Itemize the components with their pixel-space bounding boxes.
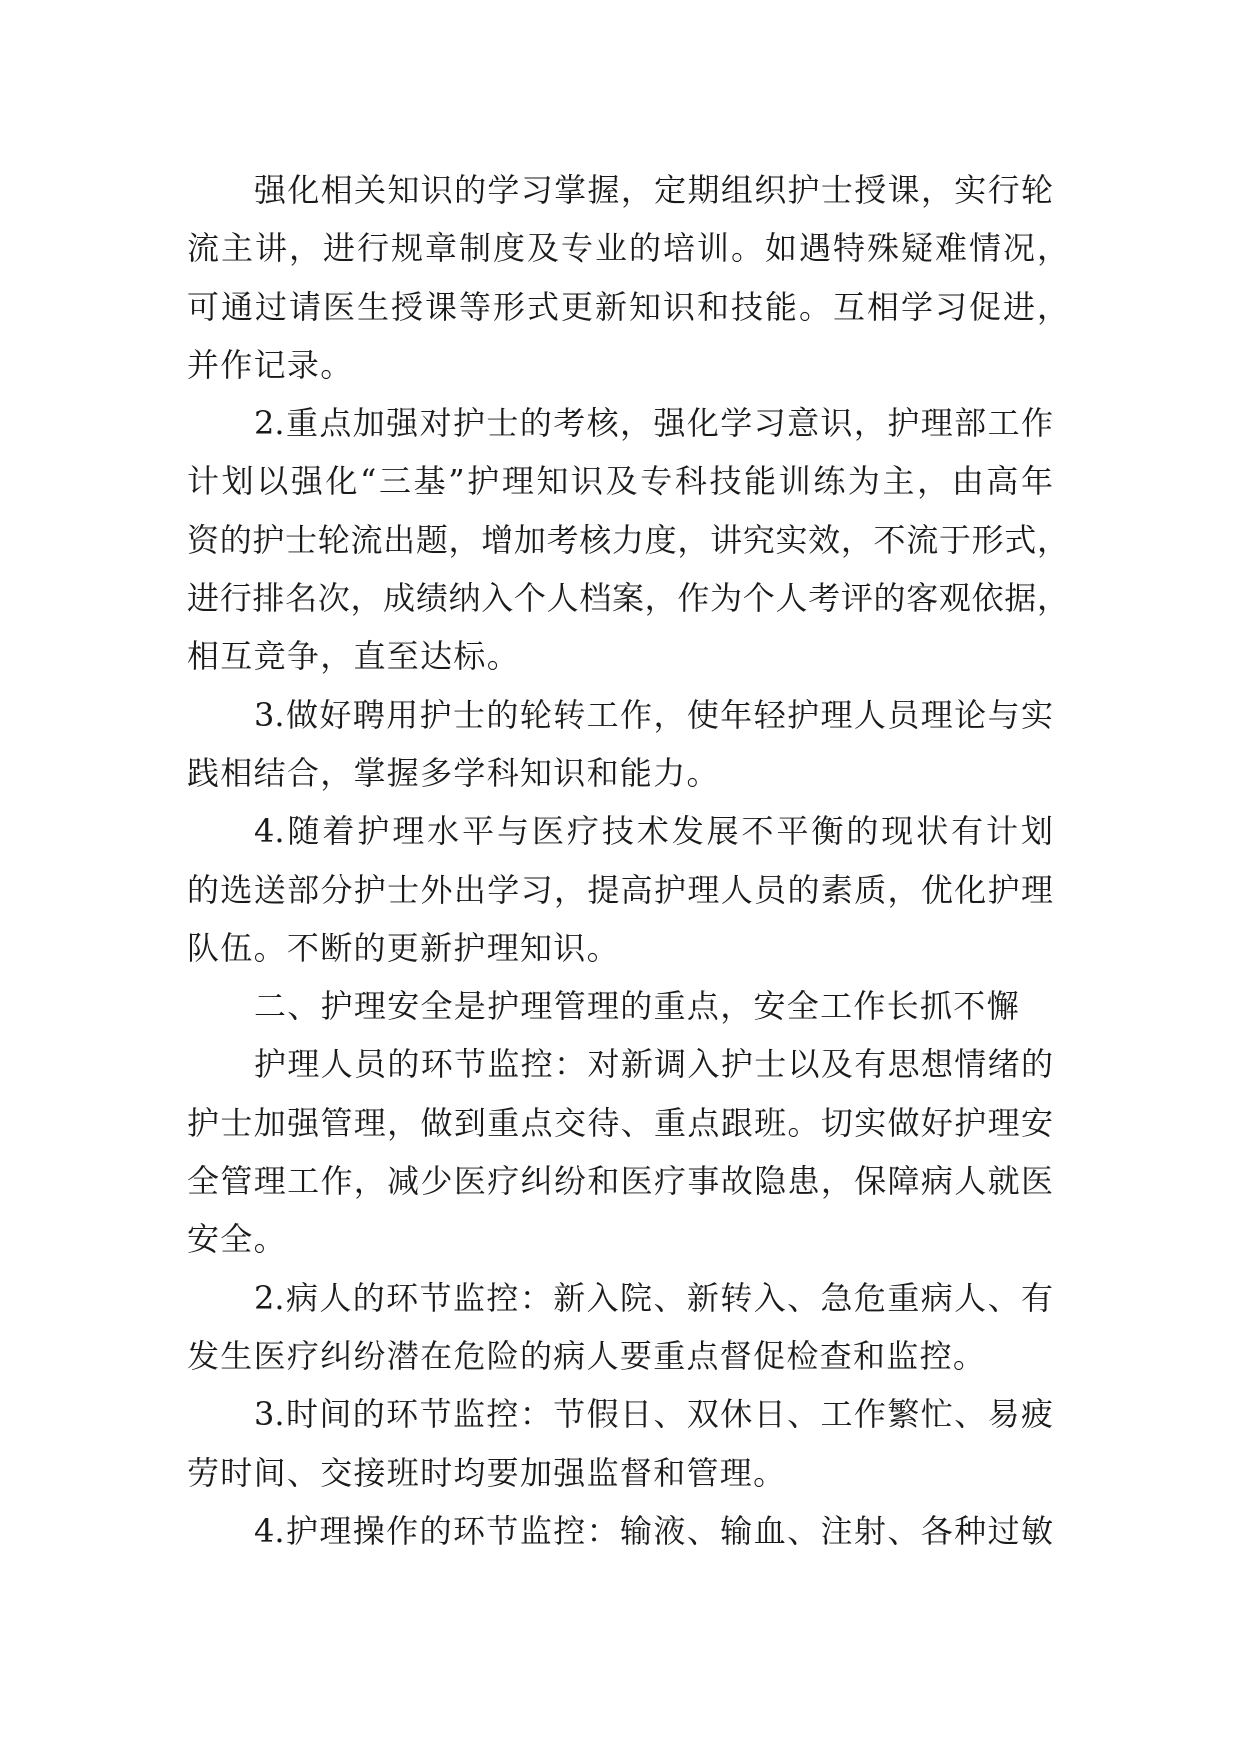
text-line: 队伍。不断的更新护理知识。 — [187, 928, 620, 967]
text-line: 劳时间、交接班时均要加强监督和管理。 — [187, 1453, 787, 1492]
text-line: 3.做好聘用护士的轮转工作，使年轻护理人员理论与实 — [254, 695, 1053, 734]
paragraph — [187, 802, 1053, 977]
text-line: 进行排名次，成绩纳入个人档案，作为个人考评的客观依据， — [187, 579, 1069, 618]
text-line: 可通过请医生授课等形式更新知识和技能。互相学习促进， — [187, 287, 1069, 326]
section-heading-text: 二、护理安全是护理管理的重点，安全工作长抓不懈 — [254, 987, 1020, 1026]
paragraph — [187, 1502, 1053, 1560]
text-line: 践相结合，掌握多学科知识和能力。 — [187, 753, 720, 792]
text-line: 流主讲，进行规章制度及专业的培训。如遇特殊疑难情况， — [187, 229, 1069, 268]
text-line: 护理人员的环节监控：对新调入护士以及有思想情绪的 — [254, 1045, 1053, 1084]
document-body — [187, 161, 1069, 1560]
text-line: 的选送部分护士外出学习，提高护理人员的素质，优化护理 — [187, 870, 1053, 909]
text-line: 相互竞争，直至达标。 — [187, 637, 521, 676]
paragraph — [187, 394, 1069, 685]
text-line: 发生医疗纠纷潜在危险的病人要重点督促检查和监控。 — [187, 1336, 987, 1375]
text-line: 资的护士轮流出题，增加考核力度，讲究实效，不流于形式， — [187, 520, 1069, 559]
text-line: 计划以强化“三基”护理知识及专科技能训练为主，由高年 — [187, 462, 1053, 501]
section-heading — [187, 977, 1053, 1035]
paragraph — [187, 1269, 1053, 1386]
text-line: 强化相关知识的学习掌握，定期组织护士授课，实行轮 — [254, 171, 1053, 209]
paragraph — [187, 686, 1053, 803]
text-line: 并作记录。 — [187, 345, 354, 384]
paragraph — [187, 161, 1069, 394]
text-line: 安全。 — [187, 1220, 287, 1259]
text-line: 护士加强管理，做到重点交待、重点跟班。切实做好护理安 — [187, 1103, 1053, 1142]
text-line: 全管理工作，减少医疗纠纷和医疗事故隐患，保障病人就医 — [187, 1162, 1053, 1201]
text-line: 2.病人的环节监控：新入院、新转入、急危重病人、有 — [254, 1278, 1053, 1317]
paragraph — [187, 1035, 1053, 1268]
text-line: 4.护理操作的环节监控：输液、输血、注射、各种过敏 — [254, 1511, 1053, 1550]
paragraph — [187, 1385, 1053, 1502]
text-line: 3.时间的环节监控：节假日、双休日、工作繁忙、易疲 — [254, 1395, 1053, 1434]
text-line: 4.随着护理水平与医疗技术发展不平衡的现状有计划 — [254, 812, 1053, 851]
text-line: 2.重点加强对护士的考核，强化学习意识，护理部工作 — [254, 404, 1053, 443]
